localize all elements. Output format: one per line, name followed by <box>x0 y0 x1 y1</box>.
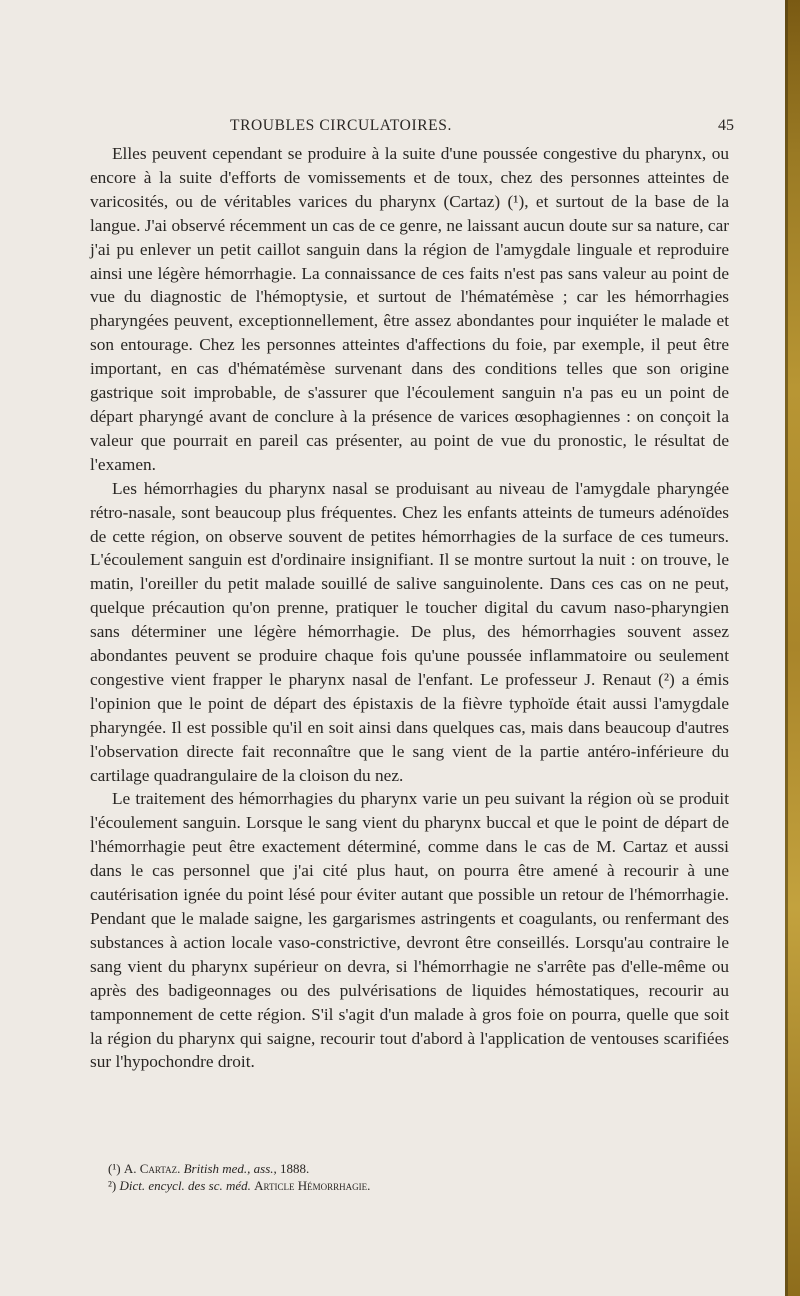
book-edge <box>785 0 800 1296</box>
page-number: 45 <box>718 117 734 134</box>
footnote-detail: 1888. <box>280 1161 310 1176</box>
footnote-author: A. Cartaz. <box>123 1161 181 1176</box>
paragraph-2: Les hémorrhagies du pharynx nasal se produisant au niveau de l'amygdale pharyngée rétro-nasale, sont beaucoup plus fréquentes. Chez les enfants atteints de tumeurs adénoïdes de cette région, on observe souvent de petites hémorrhagies de la surface de ces tumeurs. L'écoulement sanguin est d'ordinaire insignifiant. Il se montre surtout la nuit : on trouve, le matin, l'oreiller du petit malade souillé de salive sanguinolente. Dans ces cas on ne peut, quelque précaution qu'on prenne, pratiquer le toucher digital du cavum naso-pharyngien sans déterminer une légère hémorrhagie. De plus, des hémorrhagies souvent assez abondantes peuvent se produire chaque fois qu'une poussée inflammatoire ou seulement congestive vient frapper le pharynx nasal de l'enfant. Le professeur J. Renaut (²) a émis l'opinion que le point de départ des épistaxis de la fièvre typhoïde était aussi l'amygdale pharyngée. Il est possible qu'il en soit ainsi dans quelques cas, mais dans beaucoup d'autres l'observation directe fait reconnaître que le sang vient de la partie antéro-inférieure du cartilage quadrangulaire de la cloison du nez. <box>90 478 729 785</box>
footnote-source: British med., ass., <box>183 1161 277 1176</box>
paragraph-3: Le traitement des hémorrhagies du pharynx varie un peu suivant la région où se produit l'écoulement sanguin. Lorsque le sang vient du pharynx buccal et que le point de départ de l'hémorrhagie peut être exactement déterminé, comme dans le cas de M. Cartaz et aussi dans le cas personnel que j'ai cité plus haut, on pourra être amené à recourir à une cautérisation ignée du point lésé pour éviter autant que possible un retour de l'hémorrhagie. Pendant que le malade saigne, les gargarismes astringents et coagulants, ou renfermant des substances à action locale vaso-constrictive, devront être conseillés. Lorsqu'au contraire le sang vient du pharynx supérieur on devra, si l'hémorrhagie ne s'arrête pas d'elle-même ou après des badigeonnages ou des pulvérisations de liquides hémostatiques, recourir au tamponnement de cette région. S'il s'agit d'un malade à gros foie on pourra, quelle que soit la région du pharynx qui saigne, recourir tout d'abord à l'application de ventouses scarifiées sur l'hypochondre droit. <box>90 789 729 1072</box>
footnote-1 <box>108 1160 728 1177</box>
body-text <box>90 142 729 1074</box>
footnote-source: Dict. encycl. des sc. méd. <box>119 1178 251 1193</box>
footnote-marker: (¹) <box>108 1161 121 1176</box>
footnote-detail: Article Hémorrhagie. <box>254 1178 371 1193</box>
footnote-marker: ²) <box>108 1178 117 1193</box>
paragraph-1: Elles peuvent cependant se produire à la suite d'une poussée congestive du pharynx, ou encore à la suite d'efforts de vomissements et de toux, chez des personnes atteintes de varicosités, ou de véritables varices du pharynx (Cartaz) (¹), et surtout de la base de la langue. J'ai observé récemment un cas de ce genre, ne laissant aucun doute sur sa nature, car j'ai pu enlever un petit caillot sanguin dans la région de l'amygdale linguale et reproduire ainsi une légère hémorrhagie. La connaissance de ces faits n'est pas sans valeur au point de vue du diagnostic de l'hémoptysie, et surtout de l'hématémèse ; car les hémorrhagies pharyngées peuvent, exceptionnellement, être assez abondantes pour inquiéter le malade et son entourage. Chez les personnes atteintes d'affections du foie, par exemple, il peut être important, en cas d'hématémèse survenant dans des conditions telles que son origine gastrique soit improbable, de s'assurer que l'écoulement sanguin n'a pas eu un point de départ pharyngé avant de conclure à la présence de varices œsophagiennes : on conçoit la valeur que pourrait en pareil cas présenter, au point de vue du pronostic, le résultat de l'examen. <box>90 144 729 474</box>
running-title: TROUBLES CIRCULATOIRES. <box>230 117 452 134</box>
footnotes <box>108 1160 728 1194</box>
page-header <box>90 117 734 141</box>
footnote-2 <box>108 1177 728 1194</box>
